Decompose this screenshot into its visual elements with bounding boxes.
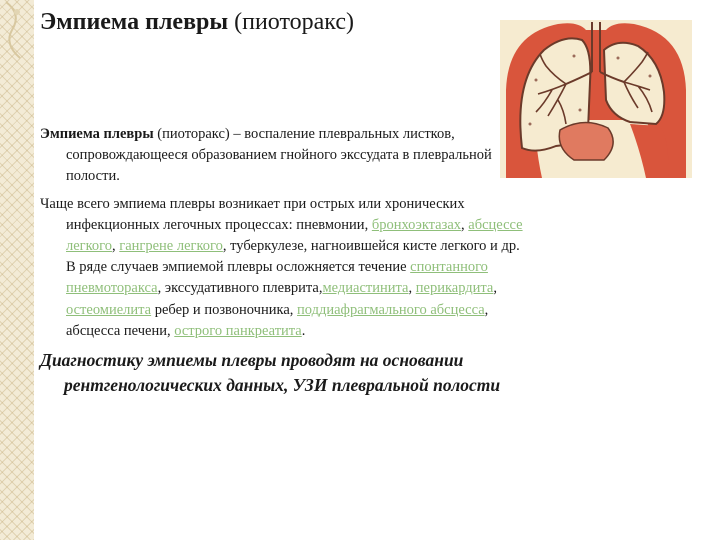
causes-text: ,	[461, 216, 469, 233]
definition-text: (пиоторакс) – воспаление плевральных листков, сопровождающееся образованием гнойного экссудата в плевральной полости.	[66, 126, 492, 185]
link-acute-pancreatitis[interactable]: острого панкреатита	[174, 322, 302, 339]
causes-text: , абсцесса печени,	[66, 301, 489, 339]
diagnostics-conclusion: Диагностику эмпиемы плевры проводят на основании рентгенологических данных, УЗИ плевральной полости	[40, 350, 501, 396]
content-body	[40, 124, 524, 398]
causes-text: ребер и позвоночника,	[151, 301, 298, 318]
definition-term: Эмпиема плевры	[40, 126, 154, 142]
causes-text: ,	[408, 280, 416, 297]
causes-text: Чаще всего эмпиема плевры возникает при острых или хронических инфекционных легочных процессах: пневмонии,	[40, 195, 465, 233]
definition-paragraph	[40, 124, 524, 188]
link-bronchiectasis[interactable]: бронхоэктазах	[371, 216, 462, 233]
link-osteomyelitis[interactable]: остеомиелита	[66, 301, 152, 318]
causes-text: .	[301, 322, 306, 339]
title-normal: (пиоторакс)	[228, 9, 355, 35]
link-pericarditis[interactable]: перикардита	[415, 280, 494, 297]
link-lung-abscess[interactable]: абсцессе легкого	[66, 216, 523, 255]
link-subphrenic-abscess[interactable]: поддиафрагмального абсцесса	[297, 301, 485, 318]
link-lung-gangrene[interactable]: гангрене легкого	[119, 238, 223, 255]
causes-paragraph	[40, 194, 524, 342]
ornament-icon	[2, 0, 32, 60]
causes-text: , экссудативного плеврита,	[157, 280, 323, 297]
causes-text: , туберкулезе, нагноившейся кисте легкого и др. В ряде случаев эмпиемой плевры осложняется течение	[66, 238, 520, 276]
link-spontaneous-pneumothorax[interactable]: спонтанного пневмоторакса	[66, 259, 488, 297]
link-mediastinitis[interactable]: медиастинита	[322, 280, 409, 297]
decorative-side-band	[0, 0, 34, 540]
causes-text: ,	[112, 238, 120, 255]
lungs-empyema-illustration	[500, 20, 692, 178]
title-bold: Эмпиема плевры	[40, 9, 229, 35]
page-title	[40, 6, 354, 38]
causes-text: ,	[493, 280, 497, 297]
